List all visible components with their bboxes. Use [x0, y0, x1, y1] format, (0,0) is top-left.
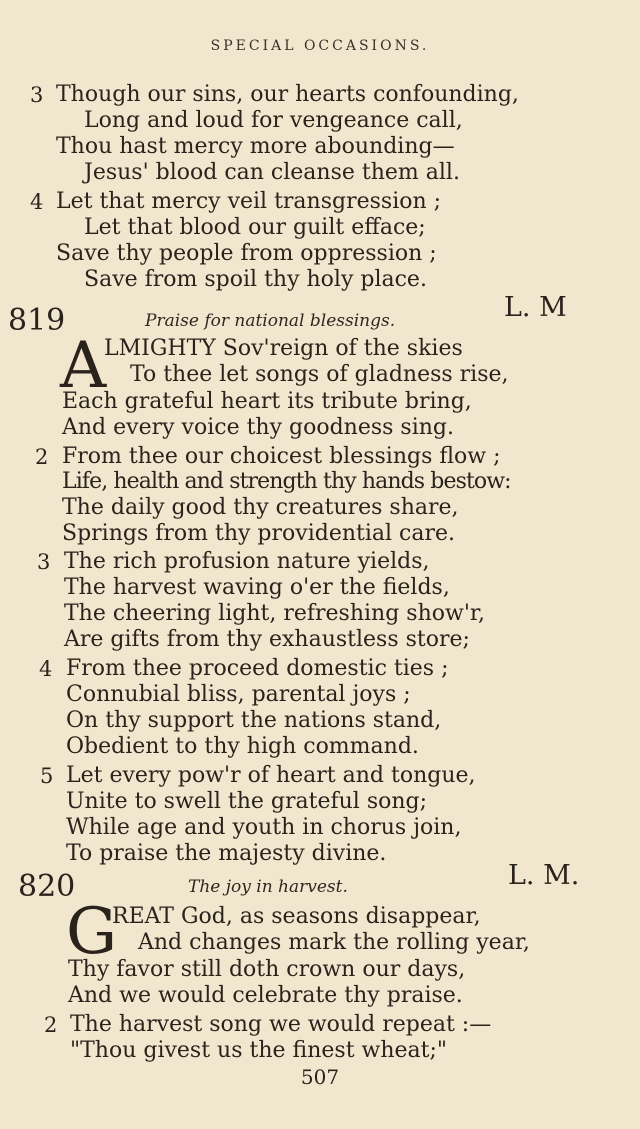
verse-line: Unite to swell the grateful song;: [66, 789, 428, 814]
verse-line: REAT God, as seasons disappear,: [112, 904, 481, 929]
verse-line: And we would celebrate thy praise.: [68, 983, 463, 1008]
hymn-meter: L. M: [504, 292, 567, 323]
hymn-title: Praise for national blessings.: [145, 311, 396, 331]
verse-line: The harvest waving o'er the fields,: [64, 575, 450, 600]
verse-line: Life, health and strength thy hands bestow:: [62, 469, 511, 494]
verse-line: On thy support the nations stand,: [66, 708, 442, 733]
verse-number: 5: [40, 764, 54, 788]
verse-number: 3: [30, 83, 44, 107]
verse-line: Save thy people from oppression ;: [56, 241, 437, 266]
verse-line: To praise the majesty divine.: [66, 841, 387, 866]
verse-number: 3: [37, 550, 51, 574]
hymn-number: 820: [18, 869, 76, 904]
verse-line: To thee let songs of gladness rise,: [130, 362, 509, 387]
verse-line: The harvest song we would repeat :—: [70, 1012, 492, 1037]
verse-line: Obedient to thy high command.: [66, 734, 419, 759]
verse-line: Thy favor still doth crown our days,: [68, 957, 466, 982]
verse-line: From thee our choicest blessings flow ;: [62, 444, 501, 469]
verse-number: 2: [35, 445, 49, 469]
verse-line: And changes mark the rolling year,: [138, 930, 530, 955]
verse-line: Are gifts from thy exhaustless store;: [64, 627, 470, 652]
verse-line: Connubial bliss, parental joys ;: [66, 682, 411, 707]
verse-line: Each grateful heart its tribute bring,: [62, 389, 472, 414]
verse-line: Long and loud for vengeance call,: [84, 108, 463, 133]
verse-line: LMIGHTY Sov'reign of the skies: [104, 336, 463, 361]
verse-line: And every voice thy goodness sing.: [62, 415, 455, 440]
verse-line: Let every pow'r of heart and tongue,: [66, 763, 476, 788]
verse-line: Springs from thy providential care.: [62, 521, 456, 546]
verse-line: "Thou givest us the finest wheat;": [70, 1038, 448, 1063]
drop-cap: A: [60, 329, 107, 403]
verse-number: 4: [39, 657, 53, 681]
verse-line: Save from spoil thy holy place.: [84, 267, 427, 292]
page-number: 507: [300, 1065, 340, 1089]
verse-line: Let that blood our guilt efface;: [84, 215, 426, 240]
hymn-number: 819: [8, 303, 66, 338]
verse-number: 2: [44, 1013, 58, 1037]
hymn-title: The joy in harvest.: [188, 877, 348, 897]
verse-line: The rich profusion nature yields,: [64, 549, 430, 574]
verse-line: Let that mercy veil transgression ;: [56, 189, 442, 214]
verse-line: Thou hast mercy more abounding—: [56, 134, 455, 159]
verse-number: 4: [30, 190, 44, 214]
verse-line: From thee proceed domestic ties ;: [66, 656, 449, 681]
verse-line: Though our sins, our hearts confounding,: [56, 82, 519, 107]
verse-line: The daily good thy creatures share,: [62, 495, 459, 520]
hymn-meter: L. M.: [508, 860, 580, 891]
verse-line: The cheering light, refreshing show'r,: [64, 601, 485, 626]
verse-line: Jesus' blood can cleanse them all.: [84, 160, 460, 185]
verse-line: While age and youth in chorus join,: [66, 815, 462, 840]
drop-cap: G: [66, 895, 118, 969]
running-header: SPECIAL OCCASIONS.: [210, 38, 430, 54]
